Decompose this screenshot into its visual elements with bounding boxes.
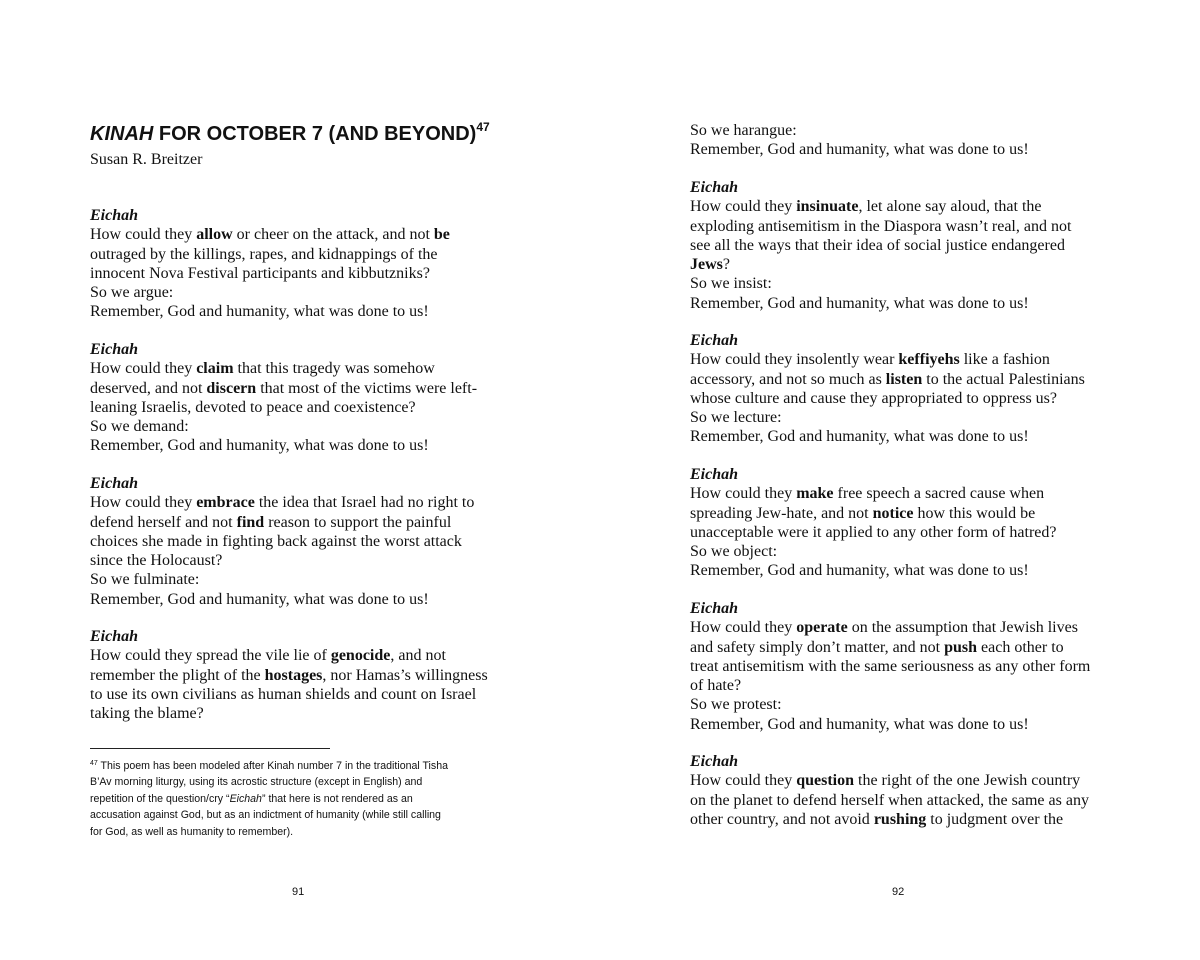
stanza-line: How could they insinuate, let alone say aloud, that the: [690, 198, 1042, 216]
refrain-line: Remember, God and humanity, what was done to us!: [90, 303, 429, 321]
footnote-line: accusation against God, but as an indictment of humanity (while still calling: [90, 809, 441, 822]
title-rest: FOR OCTOBER 7 (AND BEYOND): [153, 123, 477, 145]
stanza-line: other country, and not avoid rushing to judgment over the: [690, 810, 1064, 828]
stanza-line: So we lecture:: [690, 409, 782, 427]
stanza-9: [690, 752, 1089, 829]
stanza-line: How could they operate on the assumption that Jewish lives: [690, 619, 1078, 637]
footnote-line: repetition of the question/cry “Eichah” that here is not rendered as an: [90, 792, 413, 805]
right-page: [600, 0, 1200, 960]
stanza-line: How could they insolently wear keffiyehs like a fashion: [690, 351, 1050, 369]
stanza-2: [90, 340, 477, 456]
footnote: [90, 758, 448, 840]
stanza-line: How could they embrace the idea that Israel had no right to: [90, 494, 475, 512]
stanza-line: So we protest:: [690, 696, 782, 714]
stanza-heading: Eichah: [690, 466, 739, 483]
stanza-heading: Eichah: [690, 179, 739, 196]
stanza-heading: Eichah: [690, 600, 739, 617]
refrain-line: Remember, God and humanity, what was done to us!: [90, 437, 429, 455]
refrain-line: Remember, God and humanity, what was done to us!: [690, 715, 1029, 733]
stanza-line: of hate?: [690, 677, 742, 695]
stanza-1: [90, 206, 450, 322]
stanza-heading: Eichah: [690, 753, 739, 770]
stanza-line: unacceptable were it applied to any other form of hatred?: [690, 523, 1057, 541]
stanza-line: to use its own civilians as human shields and count on Israel: [90, 685, 477, 703]
stanza-heading: Eichah: [90, 341, 139, 358]
stanza-continuation: [690, 121, 1029, 160]
footnote-line: B’Av morning liturgy, using its acrostic structure (except in English) and: [90, 776, 423, 789]
refrain-line: Remember, God and humanity, what was done to us!: [690, 562, 1029, 580]
stanza-line: treat antisemitism with the same seriousness as any other form: [690, 657, 1091, 675]
stanza-line: see all the ways that their idea of social justice endangered: [690, 236, 1065, 254]
stanza-4: [90, 627, 488, 723]
footnote-line: for God, as well as humanity to remember).: [90, 825, 294, 838]
stanza-line: remember the plight of the hostages, nor Hamas’s willingness: [90, 666, 488, 684]
stanza-line: choices she made in fighting back against the worst attack: [90, 532, 462, 550]
stanza-line: So we insist:: [690, 275, 772, 293]
page-number-right: 92: [892, 886, 905, 898]
stanza-5: [690, 178, 1071, 313]
stanza-heading: Eichah: [90, 475, 139, 492]
stanza-line: innocent Nova Festival participants and kibbutzniks?: [90, 264, 430, 282]
stanza-6: [690, 331, 1085, 447]
stanza-heading: Eichah: [90, 207, 139, 224]
stanza-line: defend herself and not find reason to support the painful: [90, 513, 452, 531]
stanza-3: [90, 474, 474, 609]
footnote-mark: 47: [90, 760, 98, 767]
footnote-ref[interactable]: 47: [476, 120, 490, 134]
stanza-line: Jews?: [690, 256, 730, 274]
stanza-line: How could they allow or cheer on the attack, and not be: [90, 226, 450, 244]
stanza-line: taking the blame?: [90, 705, 204, 723]
poem-title: [90, 118, 490, 150]
author: Susan R. Breitzer: [90, 151, 203, 168]
stanza-line: accessory, and not so much as listen to the actual Palestinians: [690, 370, 1085, 388]
stanza-line: outraged by the killings, rapes, and kidnappings of the: [90, 245, 438, 263]
stanza-line: How could they make free speech a sacred cause when: [690, 485, 1045, 503]
stanza-line: How could they question the right of the one Jewish country: [690, 772, 1081, 790]
stanza-line: deserved, and not discern that most of the victims were left-: [90, 379, 478, 397]
page-number-left: 91: [292, 886, 305, 898]
stanza-8: [690, 599, 1090, 734]
stanza-7: [690, 465, 1057, 581]
stanza-line: So we harangue:: [690, 122, 797, 139]
stanza-line: leaning Israelis, devoted to peace and coexistence?: [90, 398, 416, 416]
stanza-line: How could they spread the vile lie of genocide, and not: [90, 647, 446, 665]
stanza-line: since the Holocaust?: [90, 552, 223, 570]
stanza-line: So we object:: [690, 543, 778, 561]
stanza-line: So we fulminate:: [90, 571, 200, 589]
footnote-line: $^{47}$ This poem has been modeled after Kinah number 7 in the traditional Tisha: [90, 760, 448, 772]
stanza-heading: Eichah: [90, 628, 139, 645]
refrain-line: Remember, God and humanity, what was done to us!: [690, 294, 1029, 312]
stanza-line: and safety simply don’t matter, and not push each other to: [690, 638, 1064, 656]
stanza-line: whose culture and cause they appropriated to oppress us?: [690, 389, 1057, 407]
title-kinah: KINAH: [90, 123, 154, 145]
stanza-heading: Eichah: [690, 332, 739, 349]
stanza-line: So we demand:: [90, 418, 189, 436]
stanza-line: How could they claim that this tragedy was somehow: [90, 360, 435, 378]
stanza-line: spreading Jew-hate, and not notice how this would be: [690, 504, 1036, 522]
refrain-line: Remember, God and humanity, what was done to us!: [90, 590, 429, 608]
stanza-line: on the planet to defend herself when attacked, the same as any: [690, 791, 1089, 809]
refrain-line: Remember, God and humanity, what was done to us!: [690, 141, 1029, 159]
footnote-divider: [90, 748, 330, 749]
stanza-line: So we argue:: [90, 284, 174, 302]
stanza-line: exploding antisemitism in the Diaspora wasn’t real, and not: [690, 217, 1072, 235]
refrain-line: Remember, God and humanity, what was done to us!: [690, 428, 1029, 446]
